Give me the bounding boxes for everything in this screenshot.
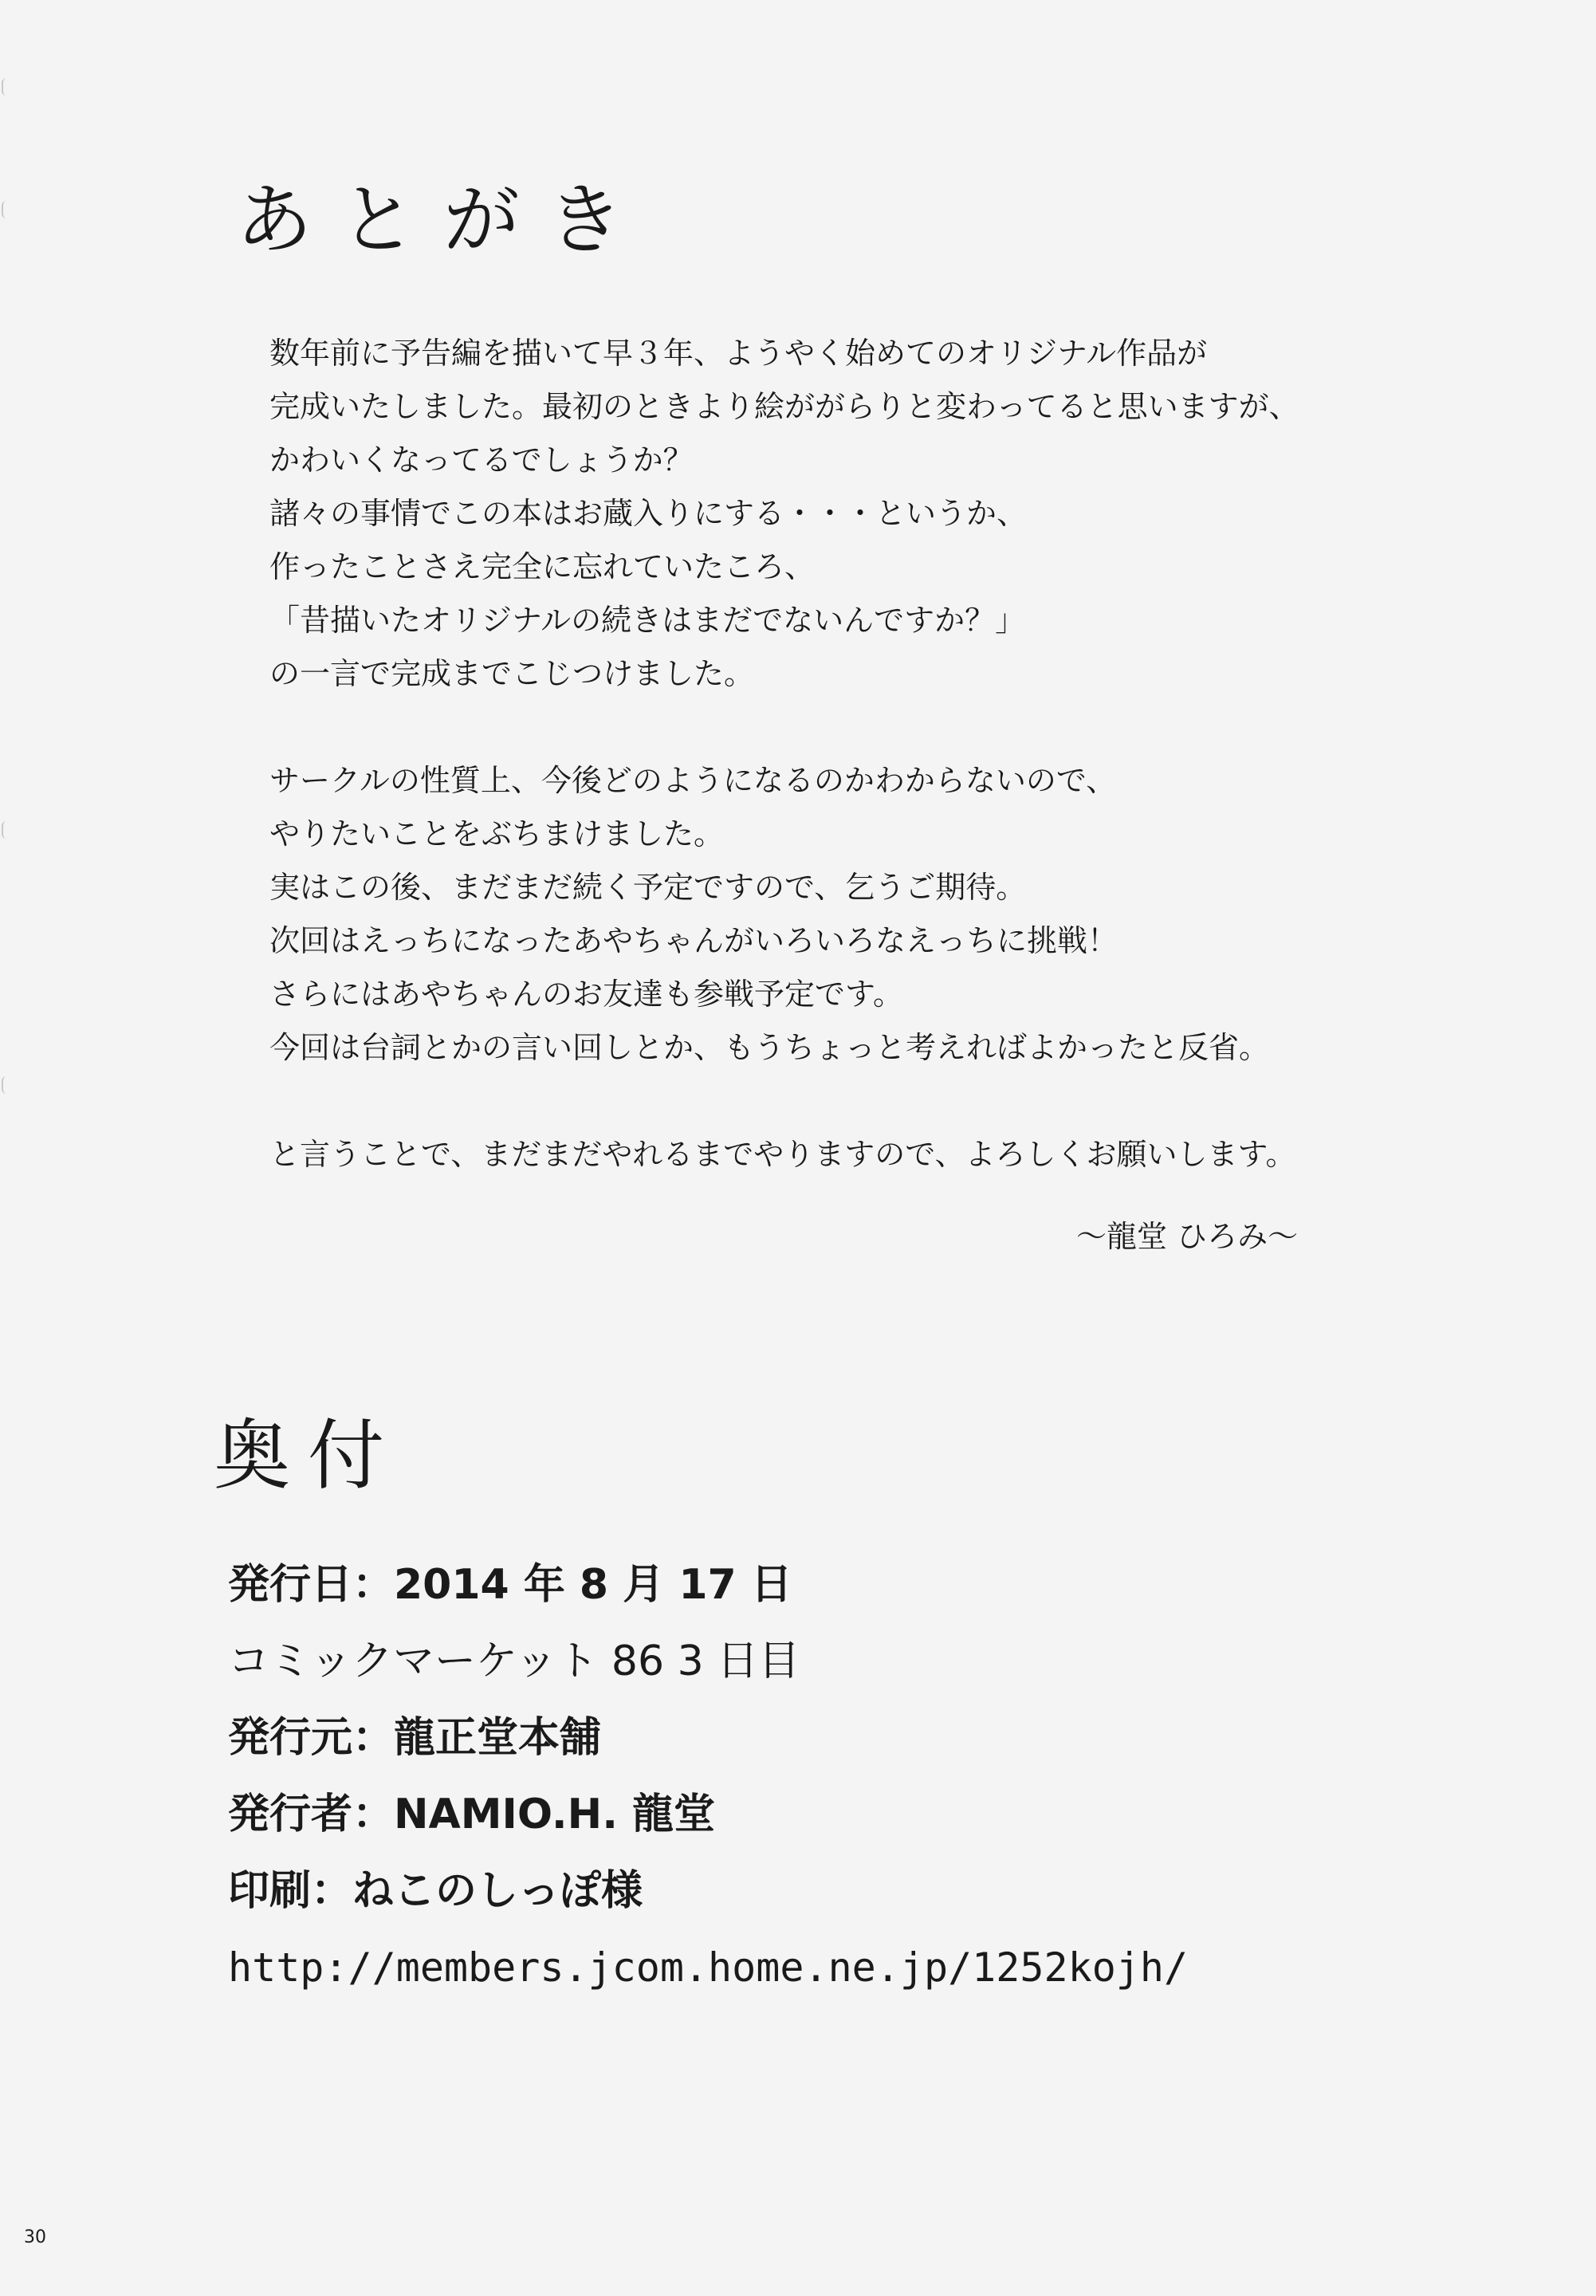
afterword-line: の一言で完成までこじつけました。 xyxy=(269,656,755,691)
afterword-line: 諸々の事情でこの本はお蔵入りにする・・・というか、 xyxy=(269,496,1028,531)
issue-date: 発行日：2014 年 8 月 17 日 xyxy=(228,1561,792,1609)
printer: 印刷：ねこのしっぽ様 xyxy=(228,1867,643,1915)
paragraph-gap xyxy=(269,1075,1386,1128)
afterword-line: 完成いたしました。最初のときより絵ががらりと変わってると思いますが、 xyxy=(269,389,1299,424)
page-number: 30 xyxy=(24,2227,46,2247)
paragraph-gap xyxy=(269,701,1386,754)
afterword-line: と言うことで、まだまだやれるまでやりますので、よろしくお願いします。 xyxy=(269,1137,1296,1172)
afterword-title: あとがき xyxy=(236,175,651,265)
afterword-line: 作ったことさえ完全に忘れていたころ、 xyxy=(269,549,816,584)
publisher: 発行元：龍正堂本舗 xyxy=(228,1714,602,1762)
issuer: 発行者：NAMIO.H. 龍堂 xyxy=(228,1791,716,1838)
afterword-line: 次回はえっちになったあやちゃんがいろいろなえっちに挑戦！ xyxy=(269,923,1118,958)
colophon-block xyxy=(228,1547,1188,2006)
website-url: http://members.jcom.home.ne.jp/1252kojh/ xyxy=(228,1944,1189,1991)
author-signature: ～龍堂 ひろみ～ xyxy=(1076,1219,1299,1254)
afterword-line: 実はこの後、まだまだ続く予定ですので、乞うご期待。 xyxy=(269,870,1027,905)
afterword-line: サークルの性質上、今後どのようになるのかわからないので、 xyxy=(269,763,1117,798)
afterword-line: 「昔描いたオリジナルの続きはまだでないんですか？」 xyxy=(269,603,1026,638)
afterword-line: さらにはあやちゃんのお友達も参戦予定です。 xyxy=(269,977,903,1012)
afterword-line: かわいくなってるでしょうか？ xyxy=(269,442,694,478)
binding-edge xyxy=(0,0,11,2296)
afterword-line: 数年前に予告編を描いて早３年、ようやく始めてのオリジナル作品が xyxy=(269,336,1208,371)
afterword-line: やりたいことをぶちまけました。 xyxy=(269,816,725,851)
afterword-line: 今回は台詞とかの言い回しとか、もうちょっと考えればよかったと反省。 xyxy=(269,1030,1270,1065)
event-name: コミックマーケット 86 3 日目 xyxy=(228,1637,800,1685)
colophon-title: 奥付 xyxy=(214,1411,402,1500)
afterword-body xyxy=(269,327,1386,1181)
